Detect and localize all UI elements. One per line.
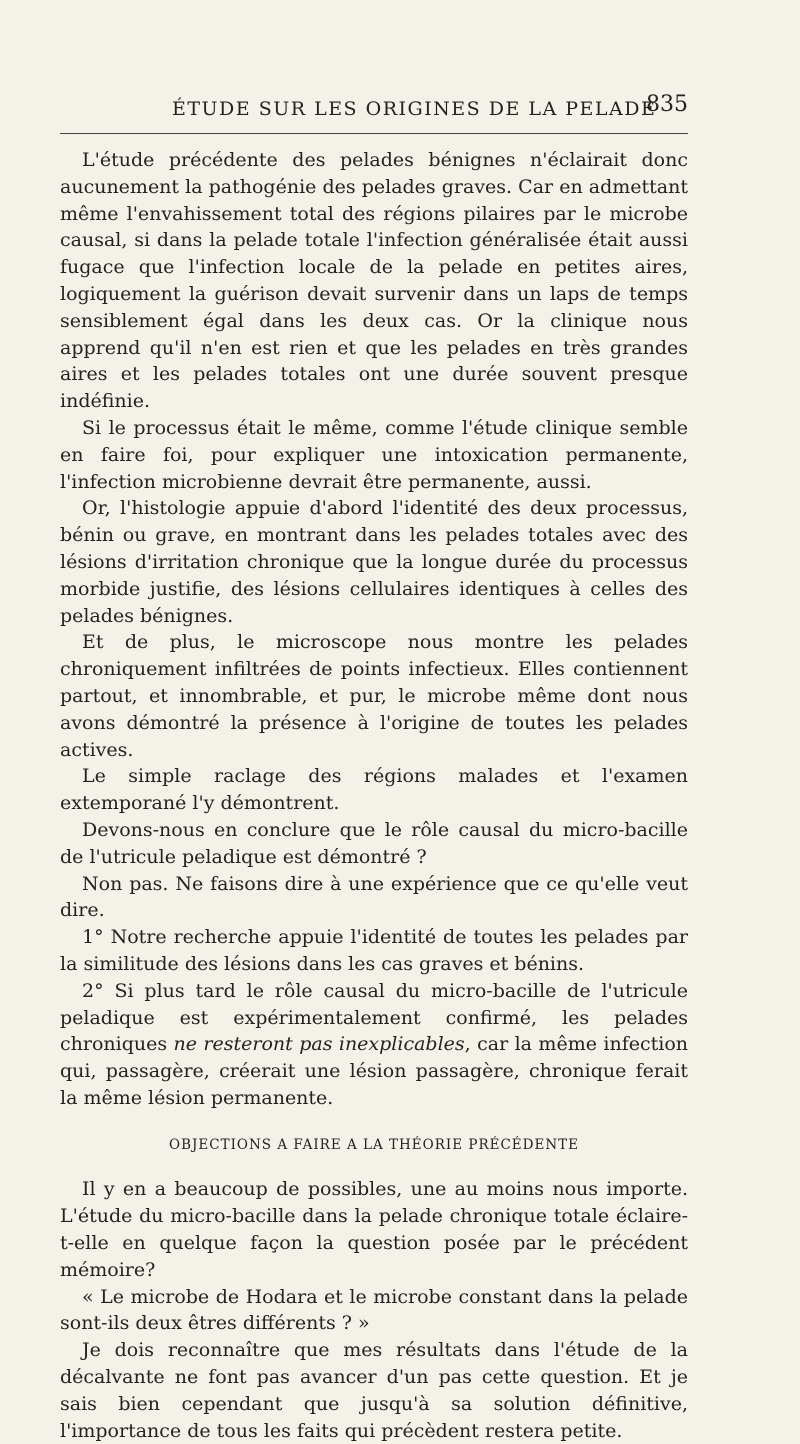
paragraph: Et de plus, le microscope nous montre les pelades chroniquement infiltrées de points infectieux. Elles contiennent partout, et innombrable, et pur, le microbe même dont nous avons démontré la présence à l'origine de toutes les pelades actives. (60, 631, 688, 761)
paragraph: Si le processus était le même, comme l'étude clinique semble en faire foi, pour expliquer une intoxication permanente, l'infection microbienne devrait être permanente, aussi. (60, 416, 688, 493)
paragraph: 1° Notre recherche appuie l'identité de toutes les pelades par la similitude des lésions dans les cas graves et bénins. (60, 926, 688, 975)
page-number: 835 (646, 92, 688, 117)
page-header (60, 92, 688, 122)
body-text (60, 147, 688, 1444)
italic-phrase: ne resteront pas inexplicables (173, 1033, 465, 1056)
paragraph: Or, l'histologie appuie d'abord l'identité des deux processus, bénin ou grave, en montrant dans les pelades totales avec des lésions d'irritation chronique que la longue durée du processus morbide justifie, des lésions cellulaires identiques à celles des pelades bénignes. (60, 497, 688, 627)
paragraph-text: , car la même infection qui, passagère, créerait une lésion passagère, chronique ferait la même lésion permanente. (60, 1033, 688, 1109)
paragraph-text: 2° Si plus tard le rôle causal du micro-bacille de l'utricule peladique est expérimentalement confirmé, les pelades chroniques (60, 979, 688, 1056)
paragraph: L'étude précédente des pelades bénignes n'éclairait donc aucunement la pathogénie des pelades graves. Car en admettant même l'envahissement total des régions pilaires par le microbe causal, si dans la pelade totale l'infection généralisée était aussi fugace que l'infection locale de la pelade en petites aires, logiquement la guérison devait survenir dans un laps de temps sensiblement égal dans les deux cas. Or la clinique nous apprend qu'il n'en est rien et que les pelades en très grandes aires et les pelades totales ont une durée souvent presque indéfinie. (60, 149, 688, 413)
paragraph: Devons-nous en conclure que le rôle causal du micro-bacille de l'utricule peladique est démontré ? (60, 818, 688, 868)
paragraph: Le simple raclage des régions malades et l'examen extemporané l'y démontrent. (60, 765, 688, 815)
paragraph: Il y en a beaucoup de possibles, une au moins nous importe. L'étude du micro-bacille dans la pelade chronique totale éclaire-t-elle en quelque façon la question posée par le précédent mémoire? (60, 1178, 688, 1281)
section-heading: OBJECTIONS A FAIRE A LA THÉORIE PRÉCÉDENTE (169, 1136, 579, 1153)
paragraph: « Le microbe de Hodara et le microbe constant dans la pelade sont-ils deux êtres différents ? » (60, 1285, 688, 1335)
running-title: ÉTUDE SUR LES ORIGINES DE LA PELADE (172, 98, 657, 120)
paragraph: Non pas. Ne faisons dire à une expérience que ce qu'elle veut dire. (60, 872, 688, 922)
paragraph: Je dois reconnaître que mes résultats dans l'étude de la décalvante ne font pas avancer d'un pas cette question. Et je sais bien cependant que jusqu'à sa solution définitive, l'importance de tous les faits qui précèdent restera petite. (60, 1339, 688, 1442)
paragraph (60, 978, 688, 1112)
header-rule (60, 133, 688, 134)
